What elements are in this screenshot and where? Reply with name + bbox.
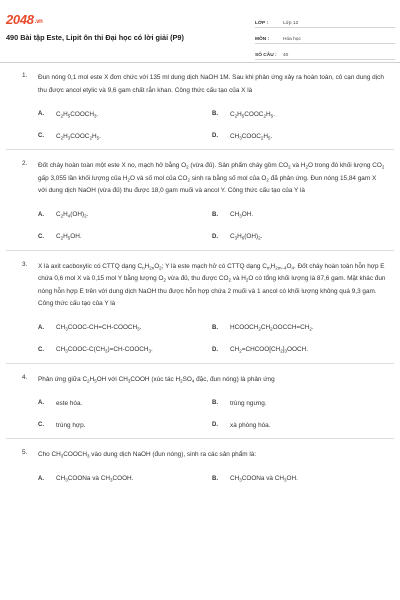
answer-option[interactable] [212,226,386,248]
option-label: A. [38,475,44,482]
answer-option[interactable] [38,392,212,414]
option-label: D. [212,346,218,353]
answer-option[interactable] [212,392,386,414]
option-text: $CH_3COONa$ và $CH_3OH$. [230,475,298,483]
option-label: A. [38,324,44,331]
option-text: $CH_3COONa$ và $CH_3COOH$. [56,475,134,483]
answer-option[interactable] [212,204,386,226]
answer-option[interactable] [38,103,212,125]
option-label: B. [212,475,218,482]
option-text: $C_2H_4(OH)_2$. [56,211,89,219]
option-label: C. [38,346,44,353]
question-item [0,449,400,490]
option-label: C. [38,133,44,139]
answer-option[interactable] [212,468,386,490]
question-divider [6,250,394,251]
question-text: Đun nóng 0,1 mol este X đơn chức với 135 ml dung dịch NaOH 1M. Sau khi phản ứng xảy ra hoàn toàn, cô cạn dung dịch thu được ancol etylic và 9,6 gam chất rắn khan. Công thức cấu tạo của X là [38,74,384,94]
site-logo[interactable] [6,12,43,27]
option-text: $CH_3COOC-CH=CH-COOCH_3$. [56,324,142,332]
answer-option[interactable] [38,317,212,339]
answer-option[interactable] [212,103,386,125]
answer-option[interactable] [212,339,386,361]
option-text: xà phòng hóa. [230,421,271,429]
option-text: trùng hợp. [56,421,86,429]
meta-value: Lớp 12 [283,21,299,26]
meta-key: LỚP : [255,21,269,26]
option-label: B. [212,324,218,331]
option-text: $CH_3OH$. [230,211,254,219]
question-divider [6,149,394,150]
question-text: X là axit cacboxylic có CTTQ dạng $C_nH_{2n}O_2$; Y là este mạch hở có CTTQ dạng $C_mH_{2m-4}O_4$. Đốt cháy hoàn toàn hỗn hợp E chứa 0,6 mol X và 0,15 mol Y bằng lượng $O_2$ vừa đủ, thu được $CO_2$ và $H_2O$ có tổng khối lượng là 87,6 gam. Mặt khác đun nóng hỗn hợp E trên với dung dịch NaOH thu được hỗn hợp chứa 2 muối và 1 ancol có khối lượng không quá 9,3 gam. Công thức cấu tạo của Y là [38,262,386,307]
meta-value: Hóa học [283,37,301,42]
question-item [0,160,400,248]
option-text: $C_2H_5OH$. [56,233,82,241]
answer-options [38,317,386,361]
option-label: D. [212,133,218,139]
answer-option[interactable] [38,125,212,147]
option-label: B. [212,211,218,218]
option-text: $CH_3COOC_2H_5$. [230,132,273,140]
meta-row-count [255,48,395,60]
option-label: D. [212,422,218,428]
question-list [0,72,400,490]
option-text: $C_2H_5COOCH_3$. [56,110,99,118]
option-label: C. [38,233,44,240]
meta-row-subject [255,32,395,44]
meta-row-class [255,16,395,28]
option-text: trùng ngưng. [230,399,267,407]
question-text: Phản ứng giữa $C_2H_5OH$ với $CH_3COOH$ (xúc tác $H_2SO_4$ đặc, đun nóng) là phản ứng [38,375,275,383]
answer-options [38,103,386,147]
answer-option[interactable] [38,226,212,248]
option-label: A. [38,111,44,117]
question-number: 2. [22,160,28,167]
question-divider [6,438,394,439]
question-number: 5. [22,449,28,456]
meta-key: MÔN : [255,37,270,42]
question-item [0,374,400,437]
answer-option[interactable] [212,317,386,339]
option-label: A. [38,400,44,406]
question-text: Cho $CH_3COOCH_3$ vào dung dịch NaOH (đun nóng), sinh ra các sản phẩm là: [38,451,257,459]
header-divider [0,62,400,63]
answer-options [38,392,386,436]
question-number: 3. [22,260,28,268]
logo-suffix: .vn [34,19,43,25]
answer-option[interactable] [212,125,386,147]
meta-key: SỐ CÂU : [255,53,277,58]
question-text: Đốt cháy hoàn toàn một este X no, mạch hở bằng $O_2$ (vừa đủ). Sản phẩm cháy gồm $CO_2$ và $H_2O$ trong đó khối lượng $CO_2$ gấp 3,055 lần khối lượng của $H_2O$ và số mol của $CO_2$ sinh ra bằng số mol của $O_2$ đã phản ứng. Đun nóng 15,84 gam X với dung dịch NaOH (vừa đủ) thu được 18,0 gam muối và ancol Y. Công thức cấu tạo của Y là [38,162,385,194]
answer-option[interactable] [38,468,212,490]
answer-option[interactable] [38,414,212,436]
answer-option[interactable] [38,339,212,361]
option-text: $CH_2=CHCOO[CH_2]_3OOCH$. [230,346,308,354]
option-text: $CH_3COOC-C(CH_3)=CH-COOCH_3$. [56,346,153,354]
option-text: $C_3H_6(OH)_2$. [230,233,263,241]
option-label: B. [212,111,218,117]
meta-value: 40 [283,53,289,58]
answer-options [38,204,386,248]
option-label: B. [212,400,218,406]
answer-options [38,468,386,490]
answer-option[interactable] [38,204,212,226]
question-number: 4. [22,373,28,381]
question-number: 1. [22,72,28,79]
question-item [0,72,400,147]
logo-text: 2048 [6,12,34,27]
option-label: D. [212,233,218,240]
option-label: A. [38,211,44,218]
option-text: $C_2H_5COOC_2H_5$. [230,110,275,118]
page-title: 490 Bài tập Este, Lipit ôn thi Đại học có lời giải (P9) [6,33,184,42]
document-meta [255,16,395,64]
answer-option[interactable] [212,414,386,436]
option-label: C. [38,422,44,428]
option-text: este hóa. [56,399,83,407]
question-divider [6,363,394,364]
option-text: $C_2H_3COOC_2H_5$. [56,132,101,140]
option-text: $HCOOCH_2CH_2OOCCH=CH_2$. [230,324,314,332]
question-item [0,261,400,361]
